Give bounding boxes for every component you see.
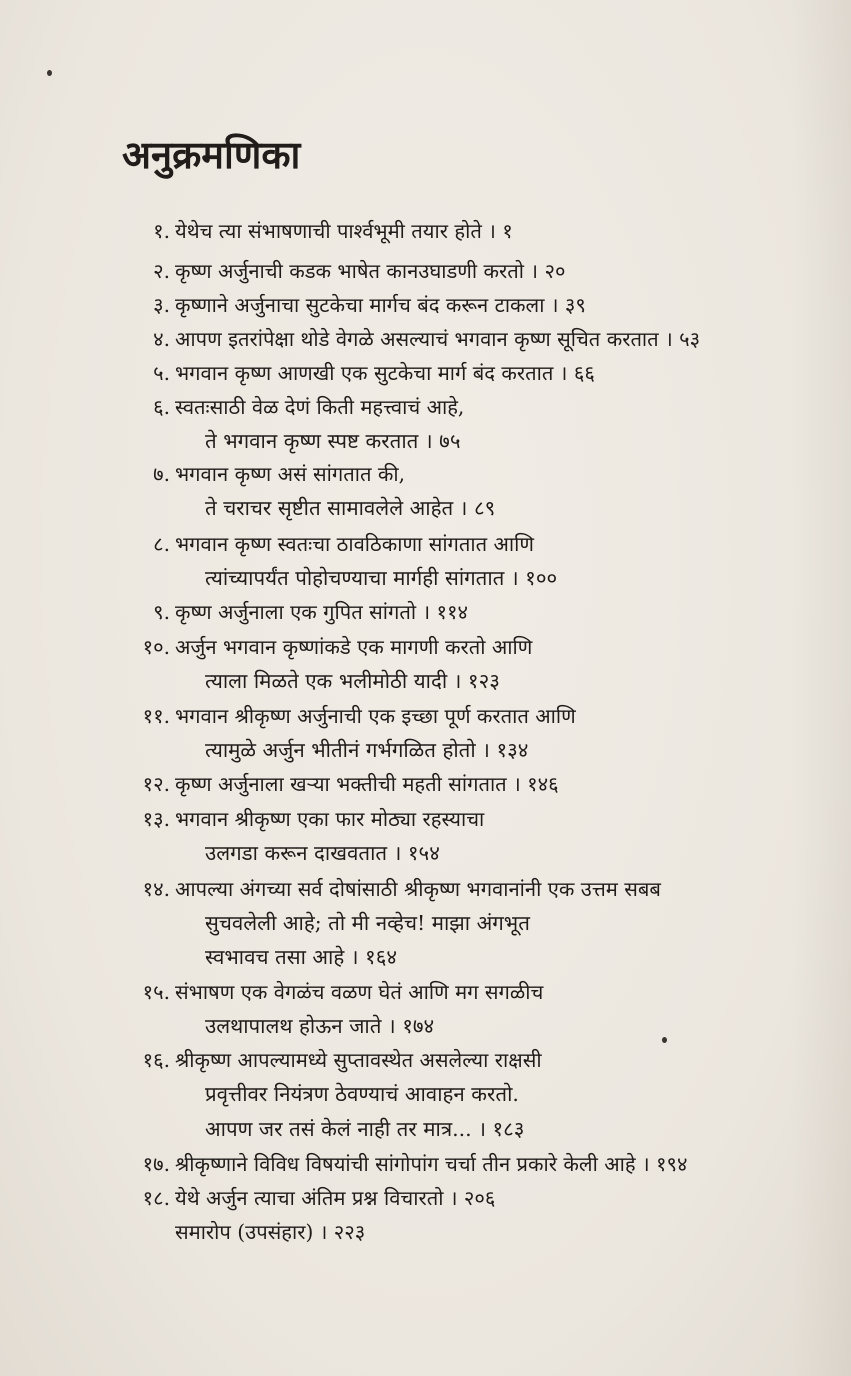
toc-entry-title: कृष्ण अर्जुनाला खऱ्या भक्तीची महती सांगतात । १४६ [175, 772, 559, 796]
toc-entry-continuation: त्याला मिळते एक भलीमोठी यादी । १२३ [205, 669, 500, 693]
toc-entry-continuation: ते चराचर सृष्टीत सामावलेले आहेत । ८९ [205, 496, 496, 520]
toc-entry-title: अर्जुन भगवान कृष्णांकडे एक मागणी करतो आणि [175, 635, 533, 659]
toc-entry-continuation: ते भगवान कृष्ण स्पष्ट करतात । ७५ [205, 429, 461, 453]
toc-entry-title: येथेच त्या संभाषणाची पार्श्वभूमी तयार होते । १ [175, 219, 513, 243]
toc-entry-number: ११. [142, 704, 170, 728]
toc-entry-number: ६. [153, 395, 170, 419]
toc-entry-continuation: प्रवृत्तीवर नियंत्रण ठेवण्याचं आवाहन करतो. [205, 1082, 519, 1106]
toc-entry-title: भगवान कृष्ण आणखी एक सुटकेचा मार्ग बंद करतात । ६६ [175, 361, 595, 385]
toc-entry-title: संभाषण एक वेगळंच वळण घेतं आणि मग सगळीच [175, 980, 544, 1004]
toc-entry-number: १५. [142, 980, 170, 1004]
toc-entry-continuation: आपण जर तसं केलं नाही तर मात्र... । १८३ [205, 1117, 525, 1141]
toc-entry-title: श्रीकृष्णाने विविध विषयांची सांगोपांग चर्चा तीन प्रकारे केली आहे । १९४ [175, 1152, 688, 1176]
toc-entry-continuation: उलथापालथ होऊन जाते । १७४ [205, 1014, 435, 1038]
toc-entry-number: ४. [153, 327, 170, 351]
toc-entry-number: ५. [153, 361, 170, 385]
page-edge-shadow [791, 0, 851, 1376]
toc-entry-continuation: त्यामुळे अर्जुन भीतीनं गर्भगळित होतो । १३४ [205, 738, 529, 762]
toc-entry-continuation: त्यांच्यापर्यंत पोहोचण्याचा मार्गही सांगतात । १०० [205, 566, 558, 590]
toc-entry-number: १. [153, 219, 170, 243]
toc-entry-title: आपण इतरांपेक्षा थोडे वेगळे असल्याचं भगवान कृष्ण सूचित करतात । ५३ [175, 327, 701, 351]
toc-entry-number: १२. [142, 772, 170, 796]
toc-entry-number: १४. [142, 877, 170, 901]
toc-entry-title: भगवान कृष्ण असं सांगतात की, [175, 462, 406, 486]
page-title: अनुक्रमणिका [122, 133, 301, 177]
toc-entry-number: २. [153, 259, 170, 283]
toc-entry-number: १३. [142, 807, 170, 831]
toc-entry-number: ९. [153, 600, 170, 624]
toc-entry-number: ८. [153, 532, 170, 556]
toc-entry-number: ७. [153, 462, 170, 486]
paper-speck [662, 1037, 667, 1043]
toc-entry-number: १०. [142, 635, 170, 659]
toc-entry-continuation: स्वभावच तसा आहे । १६४ [205, 945, 398, 969]
toc-entry-title: कृष्ण अर्जुनाला एक गुपित सांगतो । ११४ [175, 600, 468, 624]
paper-speck [47, 70, 52, 76]
toc-entry-title: भगवान श्रीकृष्ण अर्जुनाची एक इच्छा पूर्ण करतात आणि [175, 704, 576, 728]
toc-entry-number: ३. [153, 293, 170, 317]
toc-entry-title: कृष्ण अर्जुनाची कडक भाषेत कानउघाडणी करतो । २० [175, 259, 566, 283]
toc-entry-title: स्वतःसाठी वेळ देणं किती महत्त्वाचं आहे, [175, 395, 465, 419]
toc-entry-title: कृष्णाने अर्जुनाचा सुटकेचा मार्गच बंद करून टाकला । ३९ [175, 293, 586, 317]
toc-entry-title: भगवान कृष्ण स्वतःचा ठावठिकाणा सांगतात आणि [175, 532, 534, 556]
toc-entry-number: १८. [142, 1186, 170, 1210]
toc-entry-continuation: उलगडा करून दाखवतात । १५४ [205, 841, 440, 865]
toc-entry-title: श्रीकृष्ण आपल्यामध्ये सुप्तावस्थेत असलेल्या राक्षसी [175, 1048, 542, 1072]
toc-entry-continuation: सुचवलेली आहे; तो मी नव्हेच! माझा अंगभूत [205, 911, 530, 935]
toc-entry-title: आपल्या अंगच्या सर्व दोषांसाठी श्रीकृष्ण भगवानांनी एक उत्तम सबब [175, 877, 661, 901]
toc-entry-title: समारोप (उपसंहार) । २२३ [175, 1220, 366, 1244]
toc-entry-number: १७. [142, 1152, 170, 1176]
toc-entry-title: येथे अर्जुन त्याचा अंतिम प्रश्न विचारतो । २०६ [175, 1186, 496, 1210]
toc-entry-number: १६. [142, 1048, 170, 1072]
toc-entry-title: भगवान श्रीकृष्ण एका फार मोठ्या रहस्याचा [175, 807, 485, 831]
